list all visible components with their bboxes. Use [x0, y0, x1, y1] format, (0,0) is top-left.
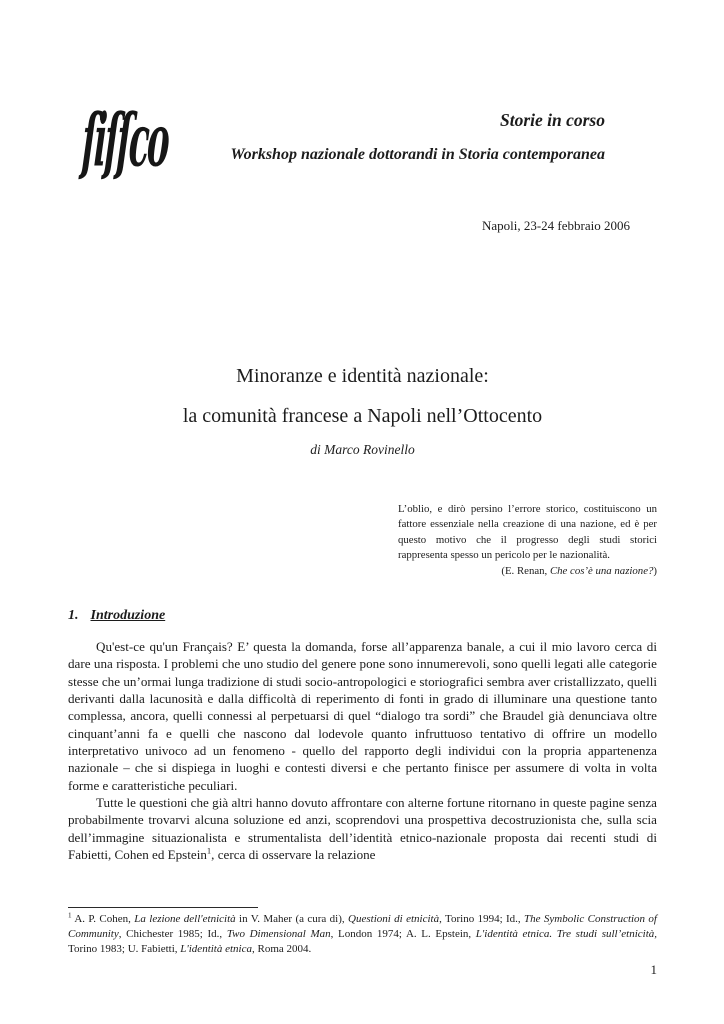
- footnote-text: A. P. Cohen, La lezione dell'etnicità in V. Maher (a cura di), Questioni di etnicità, Torino 1994; Id., The Symbolic Construction of Community, Chichester 1985; Id., Two Dimensional Man, London 1974; A. L. Epstein, L'identità etnica. Tre studi sull’etnicità, Torino 1983; U. Fabietti, L'identità etnica, Roma 2004.: [68, 913, 658, 956]
- footnote-marker: 1: [68, 911, 72, 920]
- epigraph: [398, 502, 657, 579]
- event-location-date: Napoli, 23-24 febbraio 2006: [481, 218, 630, 233]
- epigraph-quote: L’oblio, e dirò persino l’errore storico, costituiscono un fattore essenziale nella creazione di una nazione, ed è per questo motivo che il progresso degli studi storici rappresenta spesso un pericolo per le nazionalità.: [398, 503, 657, 562]
- paper-title-line1: Minoranze e identità nazionale:: [236, 365, 489, 387]
- sissco-logo: ſiſſco: [80, 97, 170, 183]
- body-text: [68, 638, 657, 863]
- page-number: 1: [650, 962, 657, 977]
- attribution-suffix: ): [653, 564, 657, 577]
- title-block: [68, 356, 657, 458]
- section-number: 1.: [68, 608, 79, 623]
- paragraph-1: Qu'est-ce qu'un Français? E’ questa la domanda, forse all’apparenza banale, a cui il mio lavoro cerca di dare una risposta. I problemi che uno studio del genere pone sono innumerevoli, sono quelli legati alle categorie stesse che un’ormai lunga tradizione di studi socio-antropologici e storiografici sembra aver cristallizzato, quelli derivanti dalla lacunosità e dalla difficoltà di reperimento di fonti in grado di illuminare una questione tanto complessa, ancora, quelli connessi al perpetuarsi di quel “dialogo tra sordi” che Braudel già denunciava oltre cinquant’anni fa e quelli che nascono dal lodevole quanto infruttuoso tentativo di offrire un modello interpretativo univoco ad un fenomeno - quello del rapporto degli individui con la propria appartenenza nazionale – che si dispiega in luoghi e contesti diversi e che pertanto finisce per assumere di volta in volta forme e caratteristiche peculiari.: [68, 639, 657, 793]
- workshop-title: Workshop nazionale dottorandi in Storia contemporanea: [230, 146, 605, 163]
- footnote: [68, 912, 657, 958]
- paragraph-2-text: Tutte le questioni che già altri hanno dovuto affrontare con alterne fortune ritornano in queste pagine senza probabilmente trovarvi alcuna soluzione ed anzi, scoprendovi una prospettiva decostruzionista che, sulla scia dell’immagine situazionalista e strumentalista dell’identità etnico-nazionale proposta dai recenti studi di Fabietti, Cohen ed Epstein: [68, 795, 657, 863]
- section-heading: [68, 608, 165, 624]
- section-title: Introduzione: [90, 608, 166, 623]
- attribution-prefix: (E. Renan,: [501, 564, 550, 577]
- author-byline: di Marco Rovinello: [310, 442, 415, 457]
- epigraph-attribution: [398, 564, 657, 579]
- footnote-separator-rule: [68, 907, 258, 908]
- footnote-reference: 1: [206, 845, 212, 856]
- series-title: Storie in corso: [499, 110, 605, 130]
- paragraph-2-continuation: , cerca di osservare la relazione: [211, 847, 376, 863]
- paper-title-line2: la comunità francese a Napoli nell’Ottocento: [182, 405, 543, 427]
- attribution-work-title: Che cos’è una nazione?: [549, 564, 654, 577]
- paragraph-2: [68, 794, 657, 863]
